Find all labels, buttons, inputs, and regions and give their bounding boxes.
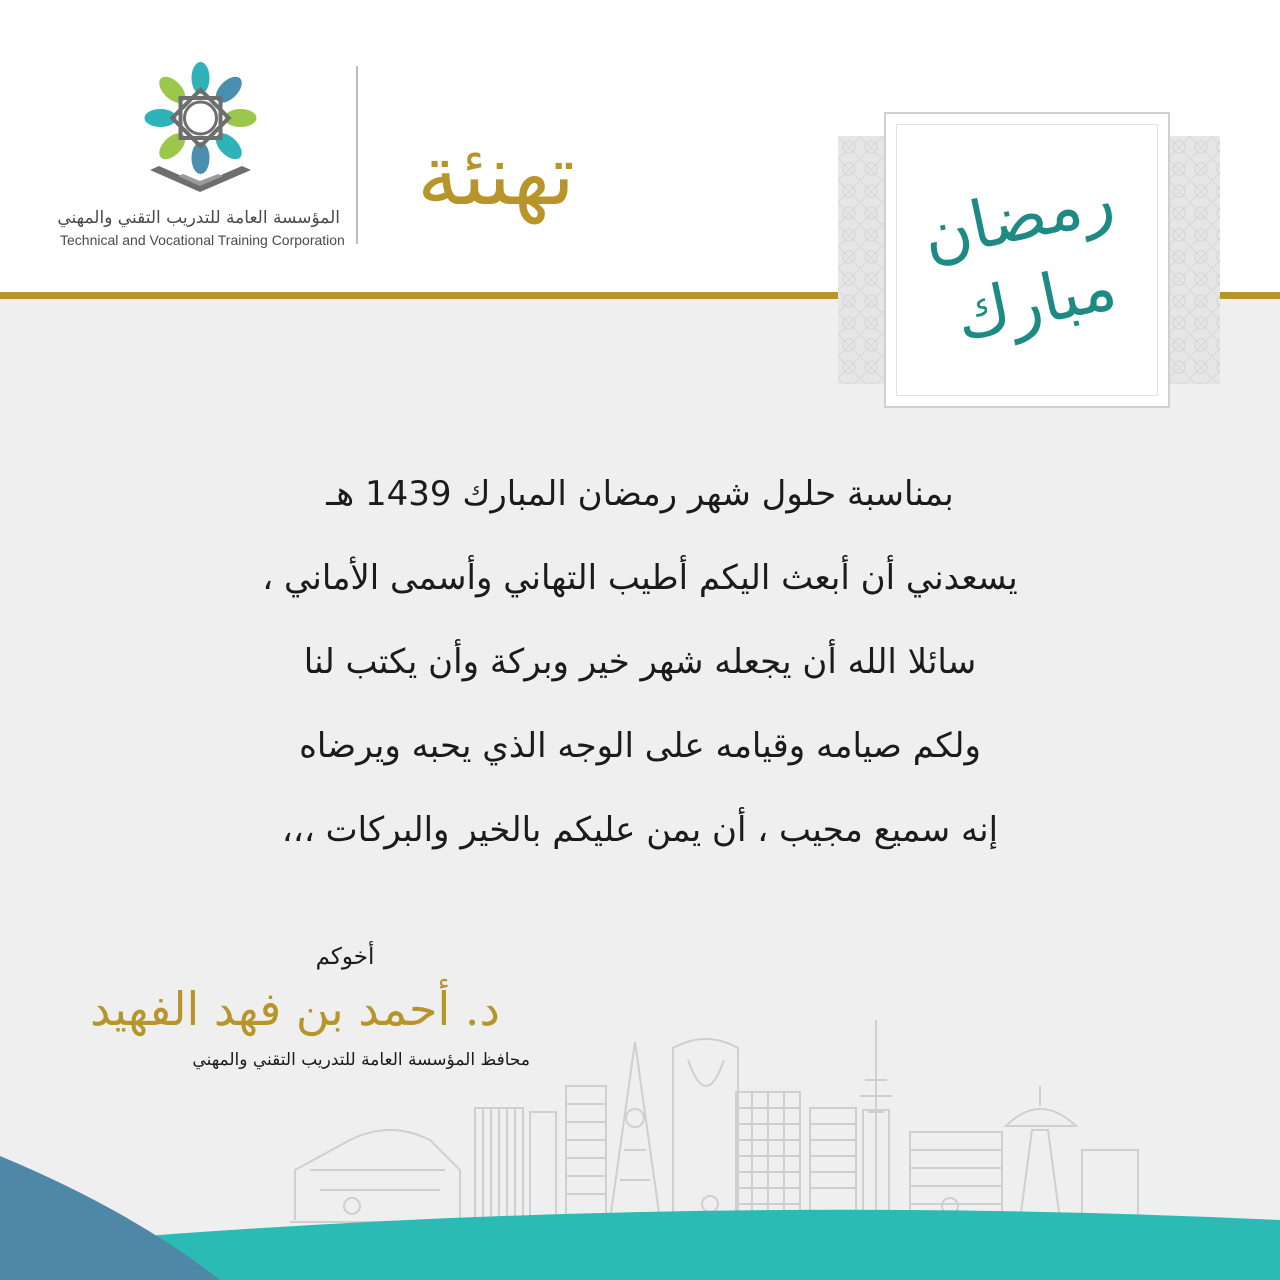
org-name-arabic: المؤسسة العامة للتدريب التقني والمهني <box>57 208 340 228</box>
message-line: سائلا الله أن يجعله شهر خير وبركة وأن يكتب لنا <box>303 642 977 682</box>
org-name-english: Technical and Vocational Training Corporation <box>60 232 345 248</box>
message-line: ولكم صيامه وقيامه على الوجه الذي يحبه ويرضاه <box>299 726 981 766</box>
tvtc-logo-icon <box>138 60 263 202</box>
message-line: بمناسبة حلول شهر رمضان المبارك 1439 هـ <box>326 474 954 514</box>
ramadan-mubarak-calligraphy <box>859 88 1196 432</box>
logo-petal <box>211 72 246 107</box>
badge-word-ramadan: رمضان <box>915 159 1121 276</box>
greeting-message <box>160 452 1120 872</box>
bottom-wave-decoration <box>0 1150 1280 1280</box>
header-vertical-divider <box>356 66 358 244</box>
message-line: إنه سميع مجيب ، أن يمن عليكم بالخير والبركات ،،، <box>281 810 999 850</box>
logo-petal <box>155 129 190 164</box>
logo-petal <box>211 129 246 164</box>
signature-name: د. أحمد بن فهد الفهيد <box>89 982 500 1036</box>
logo-petal <box>155 72 190 107</box>
ramadan-mubarak-badge <box>884 112 1170 408</box>
badge-word-mubarak: مبارك <box>948 247 1123 357</box>
congratulations-calligraphy: تهنئة <box>417 126 575 224</box>
message-line: يسعدني أن أبعث اليكم أطيب التهاني وأسمى الأماني ، <box>262 558 1018 598</box>
signature-closing: أخوكم <box>315 944 375 970</box>
signature-title: محافظ المؤسسة العامة للتدريب التقني والمهني <box>192 1050 530 1070</box>
